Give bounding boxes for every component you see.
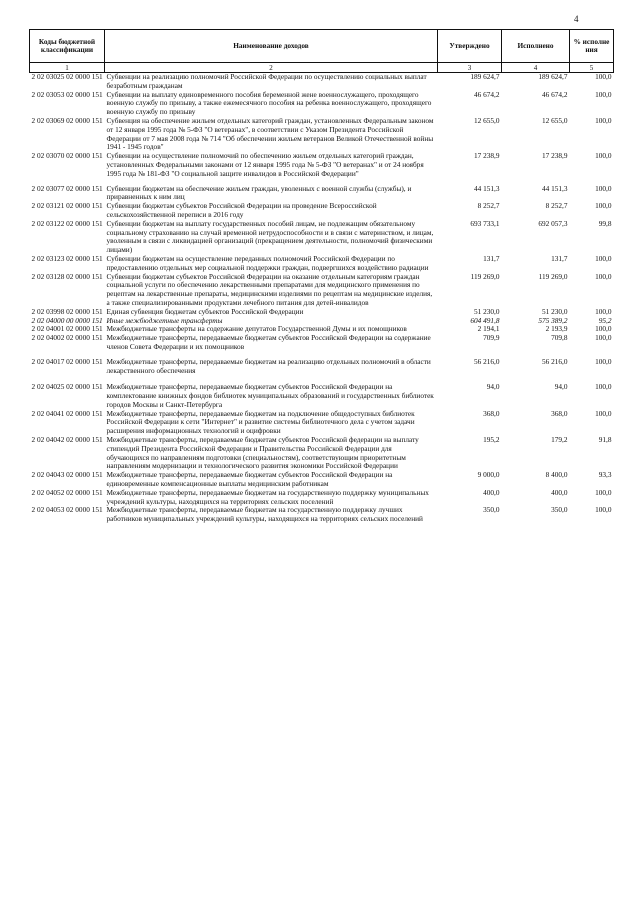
- table-row: [30, 410, 614, 436]
- table-row: [30, 471, 614, 489]
- row-executed: 8 252,7: [545, 201, 568, 211]
- table-row: [30, 334, 614, 352]
- table-row: [30, 91, 614, 117]
- row-name: Межбюджетные трансферты, передаваемые бюджетам на реализацию отдельных полномочий в области лекарственного обеспечения: [106, 356, 431, 375]
- row-executed: 94,0: [554, 382, 568, 392]
- row-name: Межбюджетные трансферты, передаваемые бюджетам субъектов Российской федерации на выплату стипендий Президента Российской Федерации и Правительства Российской Федерации для обучающихся по направлениям подготовки (специальностям), соответствующим приоритетным направлениям модернизации и технологического развития экономики Российской Федерации: [106, 435, 419, 471]
- row-code: 2 02 03122 02 0000 151: [31, 218, 103, 228]
- row-executed: 179,2: [551, 435, 568, 445]
- header-num-3: 3: [438, 63, 502, 73]
- row-executed: 119 269,0: [538, 271, 568, 281]
- row-approved: 9 000,0: [477, 470, 500, 480]
- row-code: 2 02 03053 02 0000 151: [31, 89, 103, 99]
- table-row: [30, 152, 614, 178]
- table-row: [30, 375, 614, 409]
- row-percent: 100,0: [595, 306, 612, 316]
- row-executed: 400,0: [551, 487, 568, 497]
- row-name: Межбюджетные трансферты на содержание депутатов Государственной Думы и их помощников: [106, 324, 407, 334]
- row-name: Межбюджетные трансферты, передаваемые бюджетам на государственную поддержку муниципальных учреждений культуры, находящихся на территориях сельских поселений: [106, 487, 429, 506]
- row-code: 2 02 03128 02 0000 151: [31, 271, 103, 281]
- row-code: 2 02 03123 02 0000 151: [31, 253, 103, 263]
- row-executed: 44 151,3: [541, 183, 568, 193]
- row-code: 2 02 04053 02 0000 151: [31, 505, 103, 515]
- row-code: 2 02 04042 02 0000 151: [31, 435, 103, 445]
- table-row: [30, 489, 614, 507]
- row-name: Межбюджетные трансферты, передаваемые бюджетам субъектов Российской Федерации на комплектование книжных фондов библиотек муниципальных образований и государственных библиотек городов Москвы и Санкт-Петербурга: [106, 382, 434, 409]
- row-name: Межбюджетные трансферты, передаваемые бюджетам на подключение общедоступных библиотек Российской Федерации к сети "Интернет" и развитие системы библиотечного дела с учетом задачи расширения информационных технологий и оцифровки: [106, 408, 415, 436]
- row-approved: 604 491,8: [470, 315, 500, 325]
- revenue-table: [29, 29, 614, 524]
- row-percent: 100,0: [595, 183, 612, 193]
- row-name: Субвенции бюджетам субъектов Российской Федерации на проведение Всероссийской сельскохозяйственной переписи в 2016 году: [106, 201, 377, 219]
- row-percent: 100,0: [595, 356, 612, 366]
- header-approved: Утверждено: [438, 30, 502, 63]
- row-code: 2 02 03025 02 0000 151: [31, 72, 103, 81]
- row-percent: 100,0: [595, 333, 612, 343]
- row-name: Межбюджетные трансферты, передаваемые бюджетам субъектов Российской Федерации на содержание членов Совета Федерации и их помощников: [106, 333, 431, 351]
- header-percent: % исполне ния: [570, 30, 614, 63]
- header-num-4: 4: [502, 63, 570, 73]
- row-percent: 100,0: [595, 115, 612, 125]
- row-executed: 709,8: [551, 333, 568, 343]
- header-code: Коды бюджетной классификации: [30, 30, 105, 63]
- row-code: 2 02 03069 02 0000 151: [31, 115, 103, 125]
- table-row: [30, 179, 614, 203]
- row-approved: 368,0: [483, 408, 500, 418]
- row-percent: 100,0: [595, 253, 612, 263]
- row-approved: 46 674,2: [473, 89, 500, 99]
- table-body: [30, 73, 614, 525]
- row-approved: 189 624,7: [470, 72, 500, 81]
- row-approved: 51 230,0: [473, 306, 500, 316]
- row-percent: 100,0: [595, 201, 612, 211]
- row-percent: 100,0: [595, 72, 612, 81]
- row-executed: 350,0: [551, 505, 568, 515]
- row-name: Субвенции на выплату единовременного пособия беременной жене военнослужащего, проходящего военную службу по призыву, а также ежемесячного пособия на ребенка военнослужащего, проходящего военную службу по призыву: [106, 89, 432, 117]
- row-code: 2 02 03998 02 0000 151: [31, 306, 103, 316]
- table-row: [30, 506, 614, 524]
- row-approved: 44 151,3: [473, 183, 500, 193]
- header-num-1: 1: [30, 63, 105, 73]
- row-executed: 189 624,7: [538, 72, 568, 81]
- row-percent: 99,8: [598, 218, 612, 228]
- row-name: Субвенции на осуществление полномочий по обеспечению жильем отдельных категорий граждан, установленных Федеральными законами от 12 января 1995 года № 5-ФЗ "О ветеранах" и от 24 ноября 1995 года № 181-ФЗ "О социальной защите инвалидов в Российской Федерации": [106, 151, 424, 178]
- row-approved: 709,9: [483, 333, 500, 343]
- table-row: [30, 352, 614, 376]
- row-approved: 195,2: [483, 435, 500, 445]
- page-number: 4: [574, 14, 579, 24]
- row-approved: 94,0: [486, 382, 500, 392]
- row-approved: 2 194,1: [477, 324, 500, 334]
- row-executed: 575 389,2: [538, 315, 568, 325]
- row-executed: 2 193,9: [545, 324, 568, 334]
- row-executed: 692 057,3: [538, 218, 568, 228]
- row-percent: 100,0: [595, 487, 612, 497]
- row-code: 2 02 04002 02 0000 151: [31, 333, 103, 343]
- row-executed: 8 400,0: [545, 470, 568, 480]
- row-approved: 12 655,0: [473, 115, 500, 125]
- row-executed: 131,7: [551, 253, 568, 263]
- table-row: [30, 273, 614, 308]
- header-name: Наименование доходов: [105, 30, 438, 63]
- row-percent: 95,2: [598, 315, 612, 325]
- header-num-2: 2: [105, 63, 438, 73]
- row-percent: 100,0: [595, 89, 612, 99]
- row-name: Единая субвенция бюджетам субъектов Российской Федерации: [106, 306, 304, 316]
- row-executed: 17 238,9: [541, 151, 568, 161]
- row-percent: 100,0: [595, 408, 612, 418]
- row-executed: 56 216,0: [541, 356, 568, 366]
- header-num-5: 5: [570, 63, 614, 73]
- row-code: 2 02 04000 00 0000 151: [31, 315, 103, 325]
- row-percent: 100,0: [595, 382, 612, 392]
- row-executed: 46 674,2: [541, 89, 568, 99]
- row-name: Субвенции бюджетам на выплату государственных пособий лицам, не подлежащим обязательному социальному страхованию на случай временной нетрудоспособности и в связи с материнством, и лицам, уволенным в связи с ликвидацией организаций (прекращением деятельности, полномочий физическими лицами): [106, 218, 434, 255]
- row-code: 2 02 04052 02 0000 151: [31, 487, 103, 497]
- row-name: Субвенции на реализацию полномочий Российской Федерации по осуществлению социальных выплат безработным гражданам: [106, 72, 427, 90]
- header-executed: Исполнено: [502, 30, 570, 63]
- row-approved: 119 269,0: [470, 271, 500, 281]
- row-approved: 56 216,0: [473, 356, 500, 366]
- row-name: Субвенции бюджетам субъектов Российской Федерации на оказание отдельным категориям граждан социальной услуги по обеспечению лекарственными препаратами для медицинского применения по рецептам на лекарственные препараты, медицинскими изделиями по рецептам на медицинские изделия, а также специализированными продуктами лечебного питания для детей-инвалидов: [106, 271, 433, 307]
- row-percent: 100,0: [595, 505, 612, 515]
- row-name: Субвенция на обеспечение жильем отдельных категорий граждан, установленных Федеральным законом от 12 января 1995 года № 5-ФЗ "О ветеранах", в соответствии с Указом Президента Российской Федерации от 7 мая 2008 года № 714 "Об обеспечении жильем ветеранов Великой Отечественной войны 1941 - 1945 годов": [106, 115, 434, 152]
- row-approved: 17 238,9: [473, 151, 500, 161]
- row-approved: 400,0: [483, 487, 500, 497]
- table-row: [30, 220, 614, 255]
- row-name: Межбюджетные трансферты, передаваемые бюджетам на государственную поддержку лучших работников муниципальных учреждений культуры, находящихся на территориях сельских поселений: [106, 505, 423, 524]
- row-percent: 93,3: [598, 470, 612, 480]
- row-name: Межбюджетные трансферты, передаваемые бюджетам субъектов Российской Федерации на единовременные компенсационные выплаты медицинским работникам: [106, 470, 393, 489]
- table-row: [30, 436, 614, 471]
- row-code: 2 02 04041 02 0000 151: [31, 408, 103, 418]
- row-code: 2 02 03070 02 0000 151: [31, 151, 103, 161]
- row-approved: 350,0: [483, 505, 500, 515]
- row-code: 2 02 03121 02 0000 151: [31, 201, 103, 211]
- row-approved: 693 733,1: [470, 218, 500, 228]
- row-percent: 100,0: [595, 271, 612, 281]
- table-row: [30, 202, 614, 220]
- row-executed: 368,0: [551, 408, 568, 418]
- row-code: 2 02 04025 02 0000 151: [31, 382, 103, 392]
- table-row: [30, 117, 614, 152]
- table-row: [30, 73, 614, 91]
- row-approved: 8 252,7: [477, 201, 500, 211]
- table-row: [30, 255, 614, 273]
- row-name: Субвенции бюджетам на обеспечение жильем граждан, уволенных с военной службы (службы), и приравненных к ним лиц: [106, 183, 412, 202]
- row-executed: 12 655,0: [541, 115, 568, 125]
- row-executed: 51 230,0: [541, 306, 568, 316]
- row-code: 2 02 03077 02 0000 151: [31, 183, 103, 193]
- row-name: Иные межбюджетные трансферты: [106, 315, 223, 325]
- row-approved: 131,7: [483, 253, 500, 263]
- row-code: 2 02 04001 02 0000 151: [31, 324, 103, 334]
- row-percent: 91,8: [598, 435, 612, 445]
- row-name: Субвенции бюджетам на осуществление переданных полномочий Российской Федерации по предоставлению отдельных мер социальной поддержки граждан, подвергшихся воздействию радиации: [106, 253, 429, 272]
- row-code: 2 02 04043 02 0000 151: [31, 470, 103, 480]
- row-code: 2 02 04017 02 0000 151: [31, 356, 103, 366]
- row-percent: 100,0: [595, 324, 612, 334]
- row-percent: 100,0: [595, 151, 612, 161]
